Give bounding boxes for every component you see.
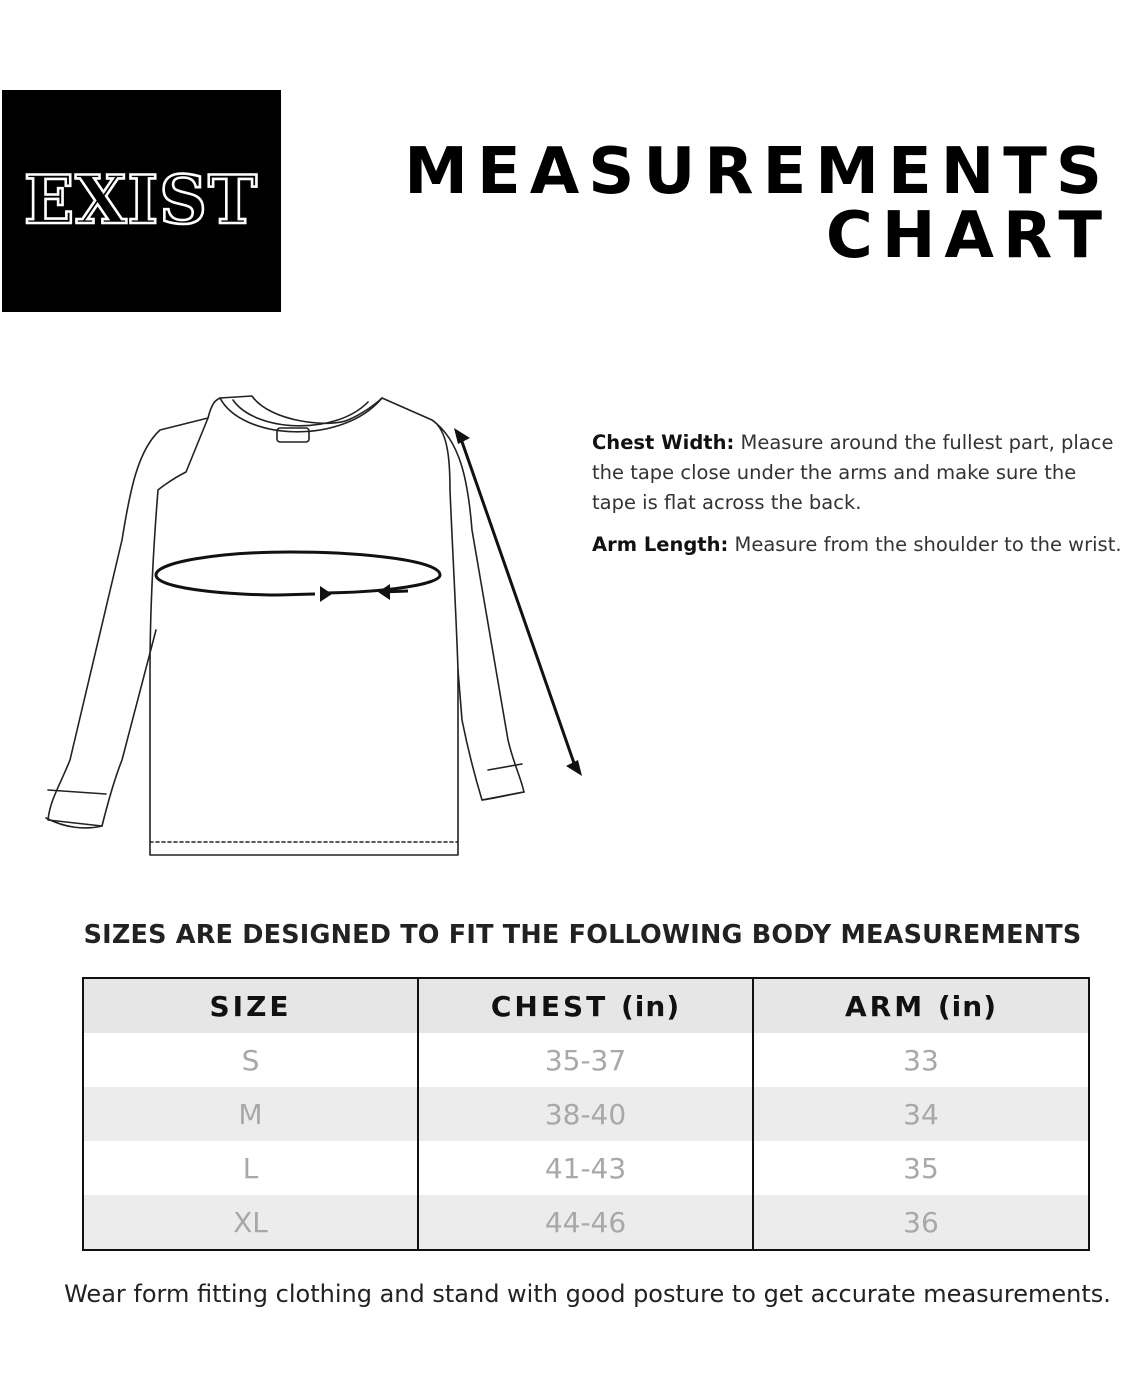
brand-logo (2, 90, 281, 312)
chest-instruction: Chest Width: Measure around the fullest part, place the tape close under the arms and make sure the tape is flat across the back. (592, 431, 1114, 514)
cell-size: L (83, 1141, 418, 1195)
brand-logo-mark (2, 90, 281, 312)
chest-arrow-right-icon (320, 586, 332, 602)
table-row (83, 1141, 1089, 1195)
header-chest: CHEST (in) (418, 978, 753, 1033)
cell-chest: 44-46 (418, 1195, 753, 1250)
left-sleeve (48, 418, 208, 826)
cell-arm: 33 (753, 1033, 1089, 1087)
cell-arm: 35 (753, 1141, 1089, 1195)
cell-arm: 34 (753, 1087, 1089, 1141)
cell-arm: 36 (753, 1195, 1089, 1250)
right-sleeve (432, 420, 524, 800)
table-row (83, 1033, 1089, 1087)
cell-chest: 35-37 (418, 1033, 753, 1087)
cell-chest: 41-43 (418, 1141, 753, 1195)
title-line-2: CHART (825, 199, 1111, 273)
table-row (83, 1195, 1089, 1250)
cell-chest: 38-40 (418, 1087, 753, 1141)
arm-measure-icon (454, 428, 582, 776)
table-row (83, 1087, 1089, 1141)
chest-measure-icon (156, 552, 440, 595)
title-line-1: MEASUREMENTS (404, 135, 1111, 209)
header-size: SIZE (83, 978, 418, 1033)
table-heading: SIZES ARE DESIGNED TO FIT THE FOLLOWING BODY MEASUREMENTS (83, 920, 1082, 950)
arm-instruction: Arm Length: Measure from the shoulder to the wrist. (592, 533, 1122, 556)
size-table (82, 977, 1090, 1251)
measurement-instructions (592, 428, 1122, 572)
cell-size: S (83, 1033, 418, 1087)
table-header-row (83, 978, 1089, 1033)
brand-logo-text: EXIST (23, 161, 259, 239)
footer-note: Wear form fitting clothing and stand with good posture to get accurate measurements. (64, 1280, 1111, 1308)
page-title (404, 135, 1111, 273)
cell-size: XL (83, 1195, 418, 1250)
cell-size: M (83, 1087, 418, 1141)
shirt-outline (150, 396, 458, 855)
shirt-diagram (30, 380, 600, 860)
chest-arrow-left-icon (378, 584, 390, 600)
header-arm: ARM (in) (753, 978, 1089, 1033)
